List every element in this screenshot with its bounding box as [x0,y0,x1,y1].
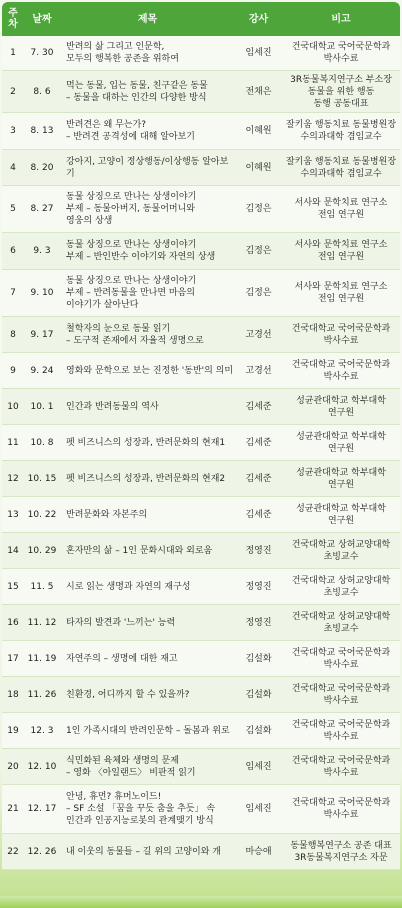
date-cell [24,497,60,532]
lecturer-cell [235,785,282,833]
note-cell [282,36,400,70]
date-cell-text: 9. 17 [30,329,54,340]
lecturer-cell-text: 정영진 [245,581,272,592]
lecturer-cell-text: 김정은 [245,246,272,256]
note-cell-text: 서사와 문학치료 연구소 전임 연구원 [294,282,388,304]
grass-decoration [0,896,402,908]
title-cell [60,785,235,833]
lecturer-cell-text: 임세진 [245,761,272,772]
note-cell-text: 성균관대학교 학부대학 연구원 [296,431,386,454]
table-row [2,389,400,425]
lecturer-cell-text: 임세진 [245,48,272,58]
week-cell [2,749,24,784]
title-cell [60,150,235,185]
lecturer-cell-text: 고경선 [245,365,272,376]
note-cell [282,150,400,185]
week-cell [2,785,24,833]
title-cell [60,425,235,460]
date-cell [24,233,60,269]
lecturer-cell-text: 김세준 [245,509,272,520]
lecturer-cell-text: 김설화 [245,725,272,736]
date-cell [24,270,60,316]
note-cell [282,497,400,532]
table-row [2,425,400,461]
note-cell-text: 서사와 문학치료 연구소 전임 연구원 [294,198,388,220]
note-cell-text: 건국대학교 국어국문학과 박사수료 [291,719,391,742]
date-cell-text: 11. 5 [30,581,54,592]
note-cell [282,186,400,232]
table-row [2,150,400,186]
lecturer-cell-text: 고경선 [245,329,272,340]
date-cell [24,677,60,712]
lecturer-cell [235,713,282,748]
date-cell [24,605,60,640]
date-cell [24,425,60,460]
table-row [2,270,400,317]
table-row [2,353,400,389]
note-cell-text: 건국대학교 국어국문학과 박사수료 [291,798,391,820]
date-cell [24,389,60,424]
header-week: 주 차 [8,8,18,30]
week-cell-text: 4 [10,162,16,173]
title-cell-text: 혼자만의 삶 – 1인 문화시대와 외로움 [66,545,213,556]
lecturer-cell [235,71,282,112]
date-cell [24,533,60,568]
date-cell [24,36,60,70]
week-cell-text: 10 [7,401,19,412]
note-cell-text: 건국대학교 국어국문학과 박사수료 [291,647,391,670]
title-cell-text: 1인 가족시대의 반려인문학 – 돌봄과 위로 [66,725,230,736]
lecturer-cell [235,834,282,869]
week-cell [2,713,24,748]
title-cell-text: 내 이웃의 동물들 – 길 위의 고양이와 개 [66,846,221,857]
title-cell-text: 동물 상징으로 만나는 상생이야기 부제 – 동물아버지, 동물어머니와 영웅의 상생 [66,192,197,226]
title-cell-text: 펫 비즈니스의 성장과, 반려문화의 현재1 [66,437,226,448]
note-cell-text: 동물행복연구소 공존 대표 3R동물복지연구소 자문 [290,840,392,863]
lecturer-cell-text: 정영진 [245,545,272,556]
date-cell [24,461,60,496]
date-cell-text: 12. 10 [27,761,57,772]
note-cell [282,749,400,784]
table-row [2,317,400,353]
title-cell-text: 강아지, 고양이 정상행동/이상행동 알아보기 [66,156,229,179]
table-row [2,113,400,150]
note-cell [282,569,400,604]
title-cell [60,641,235,676]
title-cell [60,834,235,869]
table-row [2,749,400,785]
table-row [2,497,400,533]
header-lecturer: 강사 [248,13,269,25]
week-cell-text: 16 [7,617,19,628]
date-cell-text: 12. 3 [30,725,54,736]
note-cell [282,834,400,869]
week-cell [2,569,24,604]
note-cell-text: 건국대학교 국어국문학과 박사수료 [291,755,391,778]
lecturer-cell-text: 김설화 [245,653,272,664]
title-cell [60,71,235,112]
lecturer-cell-text: 김정은 [245,288,272,298]
table-row [2,677,400,713]
week-cell-text: 18 [7,689,19,700]
table-row [2,834,400,870]
lecturer-cell [235,353,282,388]
lecturer-cell [235,677,282,712]
note-cell [282,605,400,640]
date-cell [24,569,60,604]
note-cell-text: 성균관대학교 학부대학 연구원 [296,395,386,418]
table-row [2,36,400,71]
date-cell [24,150,60,185]
lecturer-cell [235,569,282,604]
week-cell-text: 8 [10,329,16,340]
table-row [2,605,400,641]
lecturer-cell-text: 이혜원 [245,162,272,173]
date-cell-text: 12. 17 [27,804,57,814]
week-cell [2,150,24,185]
table-row [2,569,400,605]
title-cell-text: 펫 비즈니스의 성장과, 반려문화의 현재2 [66,473,226,484]
title-cell [60,461,235,496]
lecturer-cell [235,389,282,424]
lecturer-cell-text: 김세준 [245,437,272,448]
note-cell [282,233,400,269]
title-cell [60,605,235,640]
note-cell-text: 3R동물복지연구소 부소장 동물을 위한 행동 동행 공동대표 [290,74,392,109]
note-cell-text: 잘키움 행동치료 동물병원장 수의과대학 겸임교수 [285,156,397,179]
note-cell-text: 건국대학교 상허교양대학 초빙교수 [291,575,391,598]
header-title: 제목 [137,13,158,25]
date-cell [24,186,60,232]
table-row [2,233,400,270]
note-cell-text: 건국대학교 상허교양대학 초빙교수 [291,611,391,634]
week-cell [2,389,24,424]
title-cell-text: 먹는 동물, 입는 동물, 친구같은 동물 – 동물을 대하는 인간의 다양한 방식 [66,80,208,103]
title-cell [60,497,235,532]
note-cell [282,353,400,388]
note-cell-text: 잘키움 행동치료 동물병원장 수의과대학 겸임교수 [285,120,397,142]
title-cell-text: 자연주의 – 생명에 대한 재고 [66,653,178,664]
week-cell-text: 7 [10,288,16,298]
week-cell [2,353,24,388]
date-cell-text: 9. 3 [33,246,51,256]
date-cell [24,641,60,676]
date-cell [24,749,60,784]
title-cell [60,186,235,232]
week-cell-text: 11 [7,437,19,448]
week-cell [2,677,24,712]
week-cell-text: 9 [10,365,16,376]
week-cell [2,71,24,112]
table-body [2,36,400,870]
table-row [2,713,400,749]
lecturer-cell [235,270,282,316]
week-cell-text: 1 [10,48,16,58]
lecturer-cell-text: 김설화 [245,689,272,700]
week-cell [2,186,24,232]
date-cell-text: 11. 26 [27,689,57,700]
lecturer-cell [235,150,282,185]
lecturer-cell [235,749,282,784]
week-cell-text: 20 [7,761,19,772]
week-cell [2,834,24,869]
title-cell-text: 동물 상징으로 만나는 상생이야기 부제 – 반인반수 이야기와 자연의 상생 [66,240,216,262]
date-cell [24,317,60,352]
note-cell-text: 성균관대학교 학부대학 연구원 [296,467,386,490]
title-cell [60,113,235,149]
lecturer-cell-text: 임세진 [245,804,272,814]
table-row [2,461,400,497]
week-cell [2,605,24,640]
lecturer-cell-text: 김세준 [245,473,272,484]
table-row [2,71,400,113]
lecturer-cell [235,233,282,269]
date-cell-text: 11. 12 [27,617,57,628]
week-cell-text: 17 [7,653,19,664]
note-cell-text: 건국대학교 국어국문학과 박사수료 [291,323,391,346]
date-cell-text: 12. 26 [27,846,57,857]
schedule-table [2,2,400,898]
week-cell-text: 12 [7,473,19,484]
date-cell-text: 8. 20 [30,162,54,173]
note-cell-text: 서사와 문학치료 연구소 전임 연구원 [294,240,388,262]
date-cell-text: 8. 13 [30,126,54,136]
date-cell [24,113,60,149]
lecturer-cell [235,497,282,532]
title-cell [60,317,235,352]
week-cell [2,113,24,149]
title-cell-text: 인간과 반려동물의 역사 [66,401,159,412]
date-cell-text: 7. 30 [30,48,54,58]
note-cell-text: 건국대학교 국어국문학과 박사수료 [291,42,391,64]
note-cell-text: 건국대학교 국어국문학과 박사수료 [291,359,391,382]
note-cell [282,389,400,424]
lecturer-cell [235,461,282,496]
note-cell-text: 건국대학교 상허교양대학 초빙교수 [291,539,391,562]
week-cell [2,533,24,568]
lecturer-cell [235,605,282,640]
week-cell-text: 13 [7,509,19,520]
lecturer-cell [235,533,282,568]
date-cell-text: 10. 15 [27,473,57,484]
note-cell [282,641,400,676]
title-cell [60,270,235,316]
title-cell-text: 동물 상징으로 만나는 상생이야기 부제 – 반려동물을 만나면 마음의 이야기가 살아난다 [66,276,197,310]
note-cell [282,713,400,748]
table-row [2,785,400,834]
table-header [2,2,400,36]
date-cell-text: 10. 1 [30,401,54,412]
title-cell-text: 영화와 문학으로 보는 진정한 '동반'의 의미 [66,365,234,376]
date-cell [24,353,60,388]
date-cell-text: 11. 19 [27,653,57,664]
week-cell-text: 14 [7,545,19,556]
date-cell-text: 9. 24 [30,365,54,376]
title-cell-text: 친환경, 어디까지 할 수 있을까? [66,689,190,700]
lecturer-cell [235,317,282,352]
title-cell-text: 안녕, 휴먼? 휴머노이드! – SF 소설 「꿈을 꾸듯 춤을 추듯」 속 인간과 인공지능로봇의 관계맺기 방식 [66,792,216,826]
lecturer-cell-text: 이혜원 [245,126,272,136]
week-cell-text: 5 [10,204,16,214]
lecturer-cell-text: 김정은 [245,204,272,214]
date-cell-text: 10. 8 [30,437,54,448]
date-cell-text: 9. 10 [30,288,54,298]
title-cell-text: 철학자의 눈으로 동물 읽기 – 도구적 존재에서 자율적 생명으로 [66,323,204,346]
week-cell-text: 3 [10,126,16,136]
date-cell [24,785,60,833]
lecturer-cell-text: 마승애 [245,846,272,857]
note-cell [282,425,400,460]
title-cell-text: 식민화된 육체와 생명의 문제 – 영화 〈아일랜드〉 비판적 읽기 [66,755,196,778]
title-cell-text: 타자의 발견과 '느끼는' 능력 [66,617,176,628]
title-cell [60,36,235,70]
table-row [2,186,400,233]
note-cell [282,113,400,149]
date-cell [24,713,60,748]
title-cell-text: 반려견은 왜 무는가? – 반려견 공격성에 대해 알아보기 [66,120,195,142]
title-cell [60,713,235,748]
title-cell [60,677,235,712]
lecturer-cell [235,36,282,70]
title-cell-text: 반려의 삶 그리고 인문학, 모두의 행복한 공존을 위하여 [66,42,179,64]
date-cell-text: 10. 29 [27,545,57,556]
lecturer-cell [235,641,282,676]
title-cell [60,569,235,604]
note-cell [282,785,400,833]
title-cell [60,353,235,388]
week-cell-text: 22 [7,846,19,857]
date-cell-text: 10. 22 [27,509,57,520]
header-note: 비고 [331,13,351,25]
lecturer-cell [235,186,282,232]
week-cell-text: 19 [7,725,19,736]
note-cell-text: 건국대학교 국어국문학과 박사수료 [291,683,391,706]
note-cell [282,270,400,316]
note-cell [282,71,400,112]
week-cell-text: 21 [7,804,19,814]
week-cell [2,497,24,532]
week-cell-text: 6 [10,246,16,256]
week-cell [2,425,24,460]
lecturer-cell-text: 김세준 [245,401,272,412]
note-cell-text: 성균관대학교 학부대학 연구원 [296,503,386,526]
title-cell [60,389,235,424]
lecturer-cell [235,113,282,149]
week-cell [2,270,24,316]
table-row [2,533,400,569]
date-cell [24,834,60,869]
note-cell [282,317,400,352]
title-cell-text: 반려문화와 자본주의 [66,509,148,520]
title-cell [60,533,235,568]
date-cell-text: 8. 6 [33,86,51,97]
note-cell [282,533,400,568]
title-cell [60,749,235,784]
week-cell [2,36,24,70]
title-cell-text: 시로 읽는 생명과 자연의 재구성 [66,581,191,592]
week-cell [2,317,24,352]
week-cell [2,461,24,496]
title-cell [60,233,235,269]
week-cell-text: 15 [7,581,19,592]
week-cell [2,641,24,676]
header-date: 날짜 [32,13,52,25]
date-cell [24,71,60,112]
week-cell [2,233,24,269]
date-cell-text: 8. 27 [30,204,54,214]
note-cell [282,461,400,496]
lecturer-cell [235,425,282,460]
table-row [2,641,400,677]
week-cell-text: 2 [10,86,16,97]
note-cell [282,677,400,712]
lecturer-cell-text: 정영진 [245,617,272,628]
lecturer-cell-text: 전채은 [245,86,272,97]
